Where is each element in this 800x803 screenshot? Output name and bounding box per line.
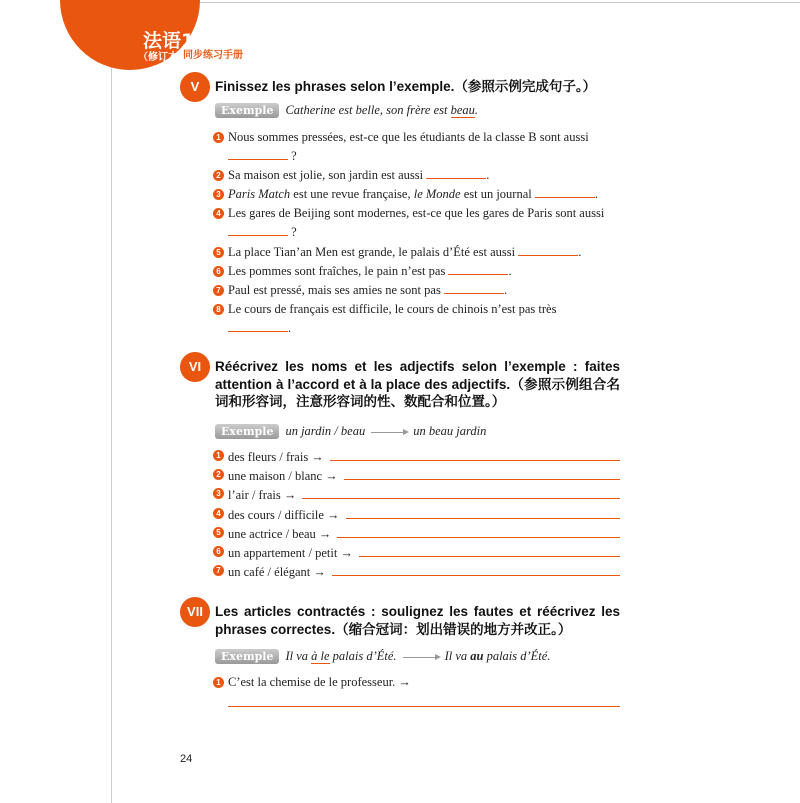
example	[215, 424, 486, 439]
example-text: .	[474, 103, 479, 117]
section-title: Finissez les phrases selon l’exemple.（参照示例完成句子。）	[215, 79, 597, 94]
arrow-icon	[403, 657, 439, 658]
answer-line[interactable]	[330, 450, 620, 461]
list-item	[213, 546, 620, 561]
answer-blank[interactable]	[228, 321, 288, 332]
example-text: un jardin / beau	[285, 424, 366, 438]
item-text: une maison / blanc →	[228, 469, 338, 483]
item-text: .	[486, 168, 490, 182]
list-item	[213, 488, 620, 503]
item-text: .	[508, 264, 512, 278]
book-subtitle: 同步练习手册	[183, 50, 243, 61]
item-text: un appartement / petit →	[228, 546, 353, 560]
page-number: 24	[180, 753, 193, 765]
answer-blank[interactable]	[228, 225, 288, 236]
item-text: des fleurs / frais →	[228, 450, 324, 464]
list-item	[213, 130, 620, 145]
list-item	[213, 450, 620, 465]
item-text: .	[503, 283, 508, 297]
item-text: Les pommes sont fraîches, le pain n’est pas	[228, 264, 446, 278]
item-number: 6	[213, 546, 224, 557]
item-text: est un journal	[460, 187, 532, 201]
answer-line[interactable]	[344, 469, 620, 480]
answer-blank[interactable]	[448, 264, 508, 275]
item-text: Les gares de Beijing sont modernes, est-ce que les gares de Paris sont aussi	[228, 206, 605, 220]
list-item	[213, 508, 620, 523]
answer-line[interactable]	[228, 706, 620, 707]
item-text: Sa maison est jolie, son jardin est aussi	[228, 168, 424, 182]
example	[215, 649, 550, 664]
example	[215, 103, 478, 118]
item-number: 1	[213, 677, 224, 688]
item-text: est une revue française,	[290, 187, 414, 201]
list-item	[213, 245, 620, 260]
list-item	[213, 675, 620, 690]
item-text: Le cours de français est difficile, le cours de chinois n’est pas très	[228, 302, 557, 316]
item-number: 2	[213, 469, 224, 480]
example-text: Catherine est belle, son frère est	[285, 103, 451, 117]
item-text: .	[594, 187, 598, 201]
list-item-continuation	[228, 225, 635, 240]
item-number: 7	[213, 565, 224, 576]
item-text: .	[578, 245, 582, 259]
section-number: VI	[180, 352, 210, 382]
list-item	[213, 168, 620, 183]
example-underlined: beau	[450, 103, 475, 117]
item-text: La place Tian’an Men est grande, le palais d’Été est aussi	[228, 245, 516, 259]
answer-blank[interactable]	[518, 245, 578, 256]
item-text: le Monde	[413, 187, 461, 201]
item-number: 7	[213, 285, 224, 296]
list-item	[213, 283, 620, 298]
item-text: une actrice / beau →	[228, 527, 332, 541]
example-text: Il va	[444, 649, 471, 663]
list-item	[213, 469, 620, 484]
example-badge: Exemple	[215, 103, 279, 118]
item-number: 8	[213, 304, 224, 315]
section-number: VII	[180, 597, 210, 627]
list-item	[213, 187, 620, 202]
example-text: un beau jardin	[413, 424, 487, 438]
example-badge: Exemple	[215, 424, 279, 439]
section-title: Les articles contractés : soulignez les fautes et réécrivez les phrases correctes.（缩合冠词：划出错误的地方并改正。）	[215, 604, 620, 637]
list-item	[213, 302, 620, 317]
example-text: palais d’Été.	[483, 649, 551, 663]
item-text: l’air / frais →	[228, 488, 297, 502]
list-item-continuation	[228, 149, 635, 164]
list-item	[213, 565, 620, 580]
answer-blank[interactable]	[444, 283, 504, 294]
item-number: 2	[213, 170, 224, 181]
list-item	[213, 206, 620, 221]
item-text: Nous sommes pressées, est-ce que les étudiants de la classe B sont aussi	[228, 130, 589, 144]
list-item	[213, 527, 620, 542]
item-text: .	[288, 321, 292, 335]
item-text: des cours / difficile →	[228, 508, 340, 522]
answer-blank[interactable]	[228, 149, 288, 160]
item-number: 4	[213, 208, 224, 219]
book-title: 法语1	[143, 30, 195, 52]
answer-line[interactable]	[337, 527, 620, 538]
section-number: V	[180, 72, 210, 102]
answer-line[interactable]	[332, 565, 620, 576]
example-text: au	[470, 649, 484, 663]
answer-line[interactable]	[346, 508, 620, 519]
answer-line[interactable]	[302, 488, 620, 499]
arrow-icon	[371, 432, 407, 433]
example-badge: Exemple	[215, 649, 279, 664]
example-underlined: à le	[311, 649, 330, 663]
example-text: palais d’Été.	[329, 649, 397, 663]
item-text: un café / élégant →	[228, 565, 326, 579]
item-text: Paris Match	[228, 187, 291, 201]
item-text: Paul est pressé, mais ses amies ne sont pas	[228, 283, 441, 297]
answer-line[interactable]	[359, 546, 620, 557]
item-number: 6	[213, 266, 224, 277]
answer-blank[interactable]	[535, 187, 595, 198]
item-text: ?	[291, 225, 297, 239]
section-title: Réécrivez les noms et les adjectifs selon l’exemple : faites attention à l’accord et à la place des adjectifs.（参照示例组合名词和形容词，注意形容词的性、数配合和位置。）	[215, 359, 620, 409]
answer-blank[interactable]	[426, 168, 486, 179]
item-text: C’est la chemise de le professeur. →	[228, 675, 411, 689]
list-item-continuation	[228, 321, 635, 336]
book-edition: （修订本）	[138, 52, 188, 63]
item-number: 4	[213, 508, 224, 519]
item-text: ?	[291, 149, 297, 163]
item-number: 5	[213, 247, 224, 258]
item-number: 5	[213, 527, 224, 538]
list-item	[213, 264, 620, 279]
item-number: 3	[213, 189, 224, 200]
example-text: Il va	[285, 649, 312, 663]
item-number: 1	[213, 132, 224, 143]
item-number: 1	[213, 450, 224, 461]
item-number: 3	[213, 488, 224, 499]
